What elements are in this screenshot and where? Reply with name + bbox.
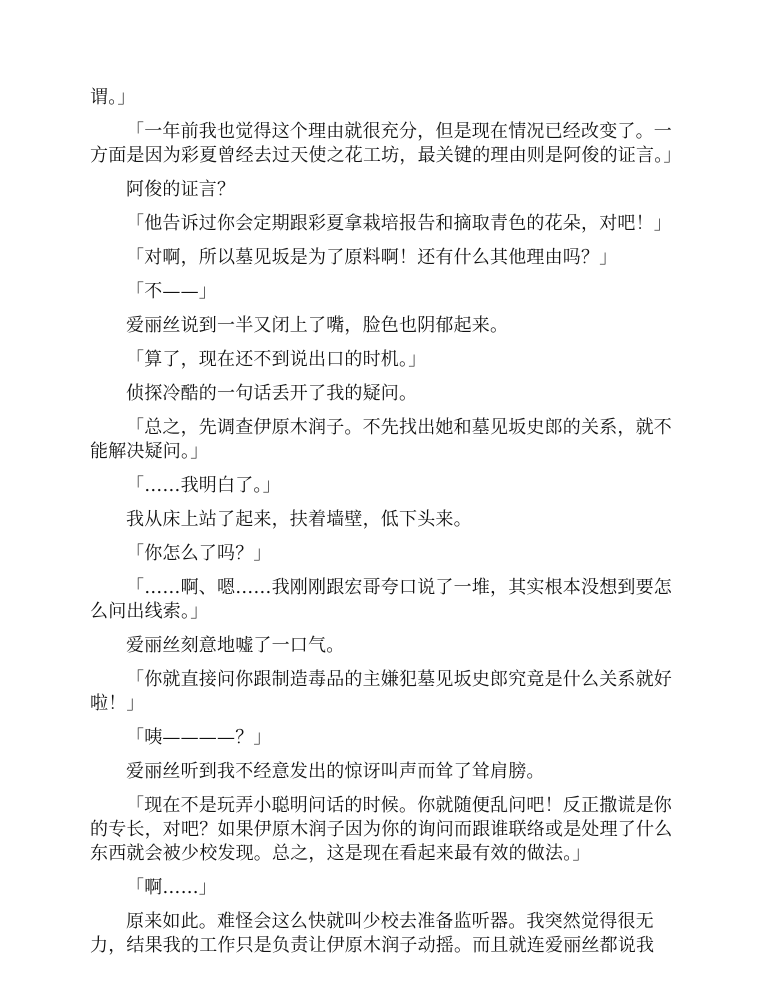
paragraph: 谓。」	[90, 87, 136, 108]
paragraph: 爱丽丝说到一半又闭上了嘴，脸色也阴郁起来。	[126, 315, 509, 336]
paragraph: 阿俊的证言？	[126, 179, 236, 200]
paragraph: 「总之，先调查伊原木润子。不先找出她和墓见坂史郎的关系，就不能解决疑问。」	[90, 417, 672, 462]
paragraph: 「不——」	[126, 281, 217, 302]
paragraph: 「现在不是玩弄小聪明问话的时候。你就随便乱问吧！反正撒谎是你的专长，对吧？如果伊原木润子因为你的询问而跟谁联络或是处理了什么东西就会被少校发现。总之，这是现在看起来最有效的做法。」	[90, 795, 673, 864]
paragraph: 「对啊，所以墓见坂是为了原料啊！还有什么其他理由吗？」	[126, 247, 618, 268]
paragraph: 侦探冷酷的一句话丢开了我的疑问。	[126, 383, 418, 404]
paragraph: 「你就直接问你跟制造毒品的主嫌犯墓见坂史郎究竟是什么关系就好啦！」	[90, 669, 672, 714]
paragraph: 「一年前我也觉得这个理由就很充分，但是现在情况已经改变了。一方面是因为彩夏曾经去过天使之花工坊，最关键的理由则是阿俊的证言。」	[90, 121, 682, 166]
paragraph: 「他告诉过你会定期跟彩夏拿栽培报告和摘取青色的花朵，对吧！」	[126, 213, 672, 234]
paragraph: 「你怎么了吗？」	[126, 543, 272, 564]
paragraph: 「……我明白了。」	[126, 475, 281, 496]
paragraph: 原来如此。难怪会这么快就叫少校去准备监听器。我突然觉得很无力，结果我的工作只是负责让伊原木润子动摇。而且就连爱丽丝都说我	[90, 911, 655, 956]
paragraph: 「啊……」	[126, 877, 217, 898]
paragraph: 爱丽丝听到我不经意发出的惊讶叫声而耸了耸肩膀。	[126, 761, 545, 782]
paragraph: 「……啊、嗯……我刚刚跟宏哥夸口说了一堆，其实根本没想到要怎么问出线索。」	[90, 577, 672, 622]
paragraph: 「算了，现在还不到说出口的时机。」	[126, 349, 427, 370]
paragraph: 我从床上站了起来，扶着墙壁，低下头来。	[126, 509, 472, 530]
paragraph: 「咦————？」	[126, 727, 272, 748]
paragraph: 爱丽丝刻意地嘘了一口气。	[126, 635, 345, 656]
document-page	[90, 86, 682, 968]
